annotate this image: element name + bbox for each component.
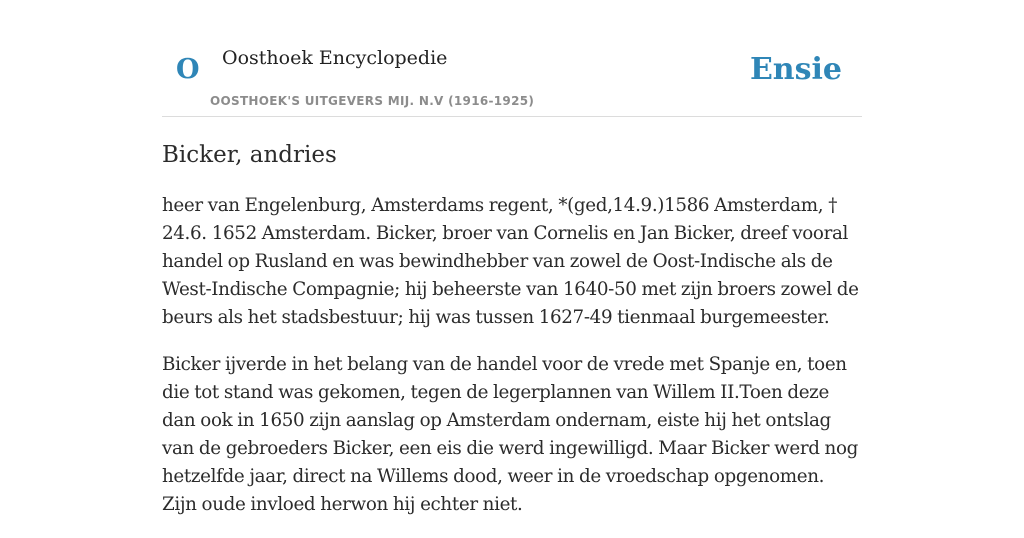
page	[162, 0, 862, 515]
brand-logo-link[interactable]: Ensie	[749, 52, 842, 87]
entry-title: Bicker, andries	[162, 142, 337, 168]
site-subtitle: OOSTHOEK'S UITGEVERS MIJ. N.V (1916-1925)	[210, 94, 535, 108]
entry-body	[162, 192, 862, 538]
site-title[interactable]: Oosthoek Encyclopedie	[222, 47, 448, 69]
entry-paragraph: heer van Engelenburg, Amsterdams regent, *(ged,14.9.)1586 Amsterdam, † 24.6. 1652 Amsterdam. Bicker, broer van Cornelis en Jan Bicker, dreef vooral handel op Rusland en was bewindhebber van zowel de Oost-Indische als de West-Indische Compagnie; hij beheerste van 1640-50 met zijn broers zowel de beurs als het stadsbestuur; hij was tussen 1627-49 tienmaal burgemeester.	[162, 195, 859, 328]
entry-paragraph: Bicker ijverde in het belang van de handel voor de vrede met Spanje en, toen die tot stand was gekomen, tegen de legerplannen van Willem II.Toen deze dan ook in 1650 zijn aanslag op Amsterdam ondernam, eiste hij het ontslag van de gebroeders Bicker, een eis die werd ingewilligd. Maar Bicker werd nog hetzelfde jaar, direct na Willems dood, weer in de vroedschap opgenomen. Zijn oude invloed herwon hij echter niet.	[162, 354, 858, 515]
site-header	[162, 0, 862, 117]
logo-icon[interactable]: O	[176, 54, 200, 85]
